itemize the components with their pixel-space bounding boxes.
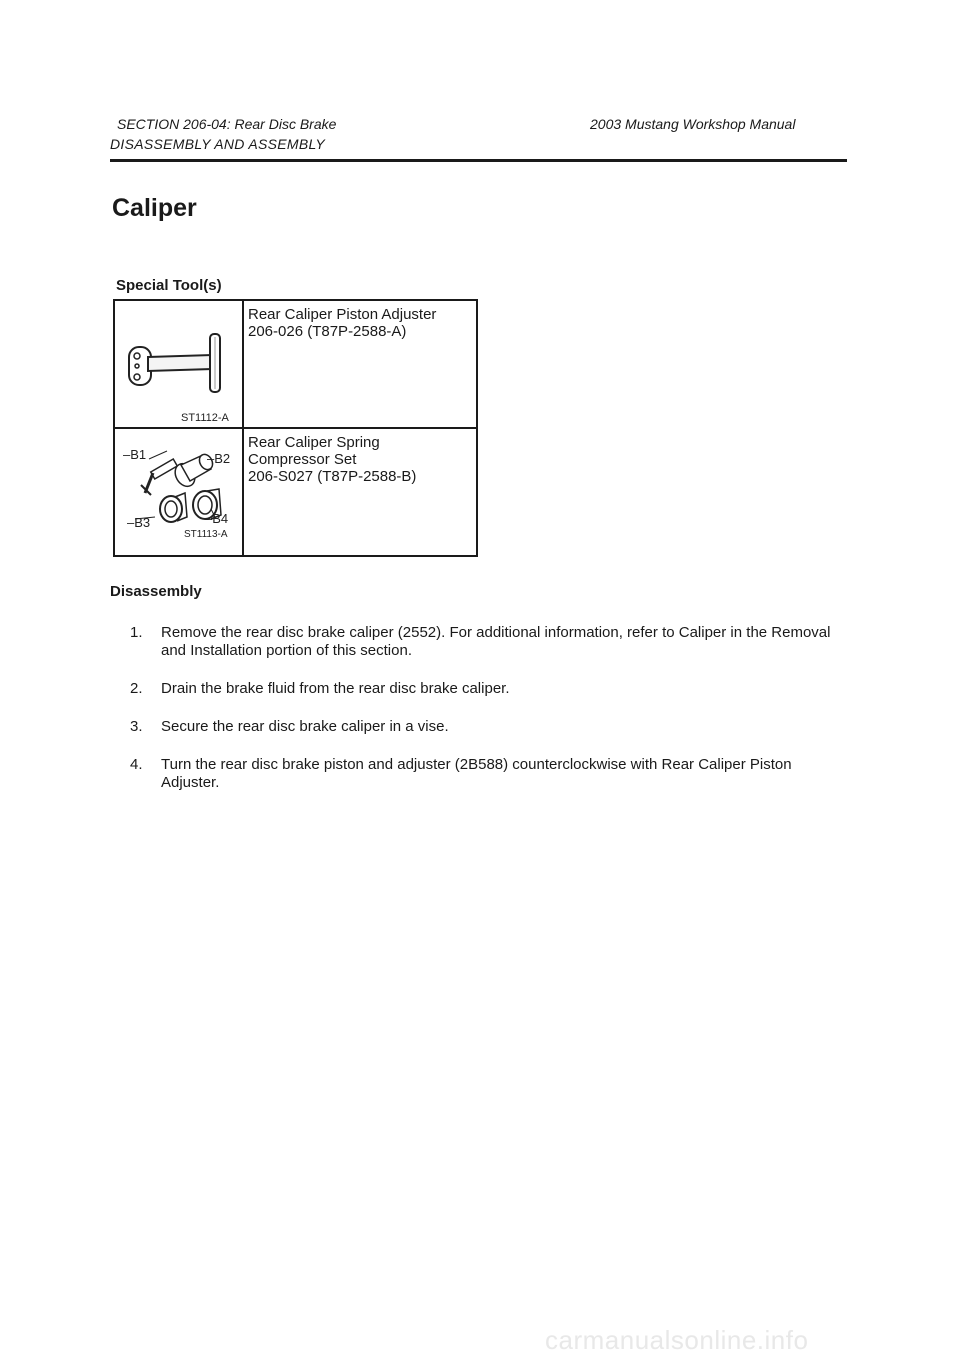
piston-adjuster-illustration — [115, 301, 242, 427]
page-title: Caliper — [112, 194, 197, 222]
special-tools-heading: Special Tool(s) — [116, 277, 222, 294]
step-item — [110, 718, 850, 736]
tool-image-label: ST1112-A — [181, 412, 229, 424]
tool-image-label: ST1113-A — [184, 529, 228, 540]
step-text: Remove the rear disc brake caliper (2552). For additional information, refer to Caliper in the Removal and Installation portion of this section. — [161, 624, 831, 659]
callout-b3: –B3 — [127, 515, 151, 530]
tool-number: 206-026 (T87P-2588-A) — [248, 323, 407, 340]
callout-b1: –B1 — [123, 447, 147, 462]
tool-name: Rear Caliper Piston Adjuster — [248, 306, 437, 323]
callout-b4: –B4 — [205, 511, 229, 526]
tool-row — [114, 300, 477, 428]
step-number: 1. — [130, 624, 143, 641]
header-subtitle: DISASSEMBLY AND ASSEMBLY — [110, 136, 325, 152]
tool-name-line: Compressor Set — [248, 451, 357, 468]
tool-description-cell — [243, 428, 477, 556]
tool-description-cell — [243, 300, 477, 428]
disassembly-steps — [110, 624, 850, 812]
tool-name-line: Rear Caliper Spring — [248, 434, 380, 451]
spring-compressor-illustration — [115, 429, 242, 555]
disassembly-heading: Disassembly — [110, 583, 202, 600]
step-number: 2. — [130, 680, 143, 697]
tool-number: 206-S027 (T87P-2588-B) — [248, 468, 417, 485]
header-section: SECTION 206-04: Rear Disc Brake — [117, 116, 337, 132]
special-tools-table — [113, 299, 478, 557]
tool-row — [114, 428, 477, 556]
step-item — [110, 680, 850, 698]
step-item — [110, 756, 850, 792]
header-manual-title: 2003 Mustang Workshop Manual — [590, 116, 796, 132]
header-divider — [110, 159, 847, 162]
step-text: Secure the rear disc brake caliper in a vise. — [161, 718, 449, 735]
tool-image-cell — [114, 300, 243, 428]
step-text: Turn the rear disc brake piston and adjuster (2B588) counterclockwise with Rear Caliper Piston Adjuster. — [161, 756, 792, 791]
step-text: Drain the brake fluid from the rear disc brake caliper. — [161, 680, 510, 697]
step-number: 4. — [130, 756, 143, 773]
site-watermark: carmanualsonline.info — [545, 1325, 809, 1355]
step-number: 3. — [130, 718, 143, 735]
step-item — [110, 624, 850, 660]
tool-image-cell — [114, 428, 243, 556]
callout-b2: –B2 — [207, 451, 231, 466]
